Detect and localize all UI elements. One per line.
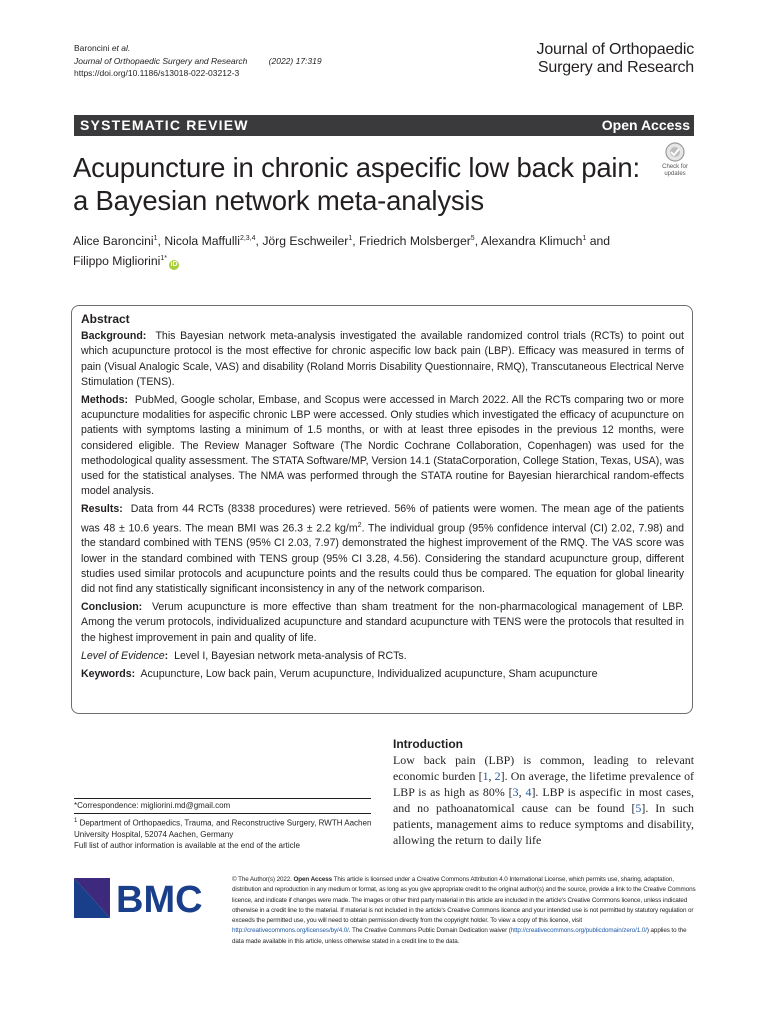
citation-link[interactable]: 3 bbox=[512, 785, 519, 799]
author-separator: , bbox=[474, 234, 481, 249]
header-author: Baroncini bbox=[74, 43, 112, 53]
license-statement bbox=[232, 875, 697, 947]
background-text: This Bayesian network meta-analysis investigated the available randomized control trials (RCTs) to point out which acupuncture protocol is the most effective for chronic aspecific low back pain (LBP). Efficacy was measured in terms of pain (Visual Analogic Scale, VAS) and disability (Roland Morris Disability Questionnaire, RMQ), Transcutaneous Electrical Nerve Stimulation (TENS). bbox=[81, 330, 684, 388]
evidence-text: Level I, Bayesian network meta-analysis of RCTs. bbox=[174, 649, 407, 662]
methods-label: Methods: bbox=[81, 394, 129, 407]
introduction-text bbox=[393, 752, 694, 848]
license-text: This article is licensed under a Creative Commons Attribution 4.0 International License, which permits use, sharing, adaptation, distribution and reproduction in any medium or format, as long as you give appropriate credit to the original author(s) and the source, provide a link to the Creative Commons licence, and indicate if changes were made. The images or other third party material in this article are included in the article's Creative Commons licence, unless indicated otherwise in a credit line to the material. If material is not included in the article's Creative Commons licence and your intended use is not permitted by statutory regulation or exceeds the permitted use, you will need to obtain permission directly from the copyright holder. To view a copy of this licence, visit bbox=[232, 876, 696, 925]
bmc-logo-mark-icon bbox=[74, 872, 209, 924]
abstract-conclusion bbox=[81, 600, 684, 646]
intro-text-run: ]. LBP is aspecific in most cases, and no pathoanatomical cause can be found [ bbox=[393, 785, 695, 815]
methods-text: PubMed, Google scholar, Embase, and Scopus were accessed in March 2022. All the RCTs comparing two or more acupuncture modalities for aspecific chronic LBP were accessed. Only studies which investigated the efficacy of acupuncture on patients with symptoms lasting a minimum of 1.5 months, or with at least three episodes in the previous 12 months, were considered eligible. The Review Manager Software (The Nordic Cochrane Collaboration, Copenhagen) was used for the methodological quality assessment. The STATA Software/MP, Version 14.1 (StataCorporation, College Station, Texas, USA), was used for the statistical analyses. The NMA was performed through the STATA routine for Bayesian hierarchical random-effects model analysis. bbox=[81, 394, 684, 498]
footnote-divider bbox=[74, 813, 371, 814]
results-superscript: 2 bbox=[357, 521, 362, 529]
affiliation-number: 1 bbox=[74, 818, 78, 824]
license-text: © The Author(s) 2022. bbox=[232, 876, 294, 883]
license-url-link[interactable]: http://creativecommons.org/licenses/by/4.0/ bbox=[232, 927, 349, 935]
bmc-logo bbox=[74, 872, 209, 924]
check-updates-line2: updates bbox=[664, 171, 686, 177]
results-text-2: . The individual group (95% confidence interval (CI) 2.02, 7.98) and the standard combined with TENS (95% CI 2.03, 7.97) demonstrated the highest improvement of the RMQ. The VAS score was lower in the standard combined with TENS group (95% CI 3.28, 4.56). Considering the standard acupuncture group, different studies used similar protocols and acupuncture points and the results could thus be compared. The equation for global linearity did not find any statistically significant inconsistency in any of the network comparison. bbox=[81, 522, 685, 595]
author-affiliation: 5 bbox=[470, 235, 475, 242]
intro-text-run: ]. On average, the lifetime prevalence of LBP is as high as 80% [ bbox=[393, 769, 694, 799]
running-header bbox=[74, 42, 322, 80]
author-name[interactable]: Alice Baroncini bbox=[73, 234, 154, 249]
journal-name-line1: Journal of Orthopaedic bbox=[536, 41, 694, 58]
citation-link[interactable]: 2 bbox=[494, 769, 501, 783]
abstract-heading: Abstract bbox=[81, 312, 130, 326]
abstract-content bbox=[81, 312, 684, 685]
orcid-icon[interactable]: iD bbox=[170, 261, 178, 269]
author-name[interactable]: Filippo Migliorini bbox=[73, 254, 161, 269]
bmc-logo-text: BMC bbox=[116, 879, 203, 921]
check-updates-line1: Check for bbox=[662, 164, 688, 170]
affiliation-note bbox=[74, 816, 374, 851]
author-affiliation: 1* bbox=[160, 255, 167, 263]
author-separator: , bbox=[255, 234, 263, 249]
intro-text-run: ]. In such patients, management aims to reduce symptoms and disability, allowing the return to daily life bbox=[393, 801, 694, 847]
author-list bbox=[73, 230, 673, 270]
abstract-results bbox=[81, 502, 684, 597]
author-separator: , bbox=[352, 234, 360, 249]
full-author-info-note: Full list of author information is available at the end of the article bbox=[74, 840, 300, 850]
author-affiliation: 1 bbox=[348, 235, 353, 242]
author-name[interactable]: Friedrich Molsberger bbox=[359, 234, 471, 249]
footnote-divider bbox=[74, 798, 371, 799]
conclusion-label: Conclusion: bbox=[81, 601, 143, 614]
evidence-label: Level of Evidence bbox=[81, 649, 165, 662]
author-affiliation: 1 bbox=[582, 235, 587, 242]
abstract-evidence bbox=[81, 649, 684, 664]
header-doi-link[interactable]: https://doi.org/10.1186/s13018-022-03212-3 bbox=[74, 68, 240, 78]
correspondence-note: *Correspondence: migliorini.md@gmail.com bbox=[74, 801, 231, 810]
citation-link[interactable]: 1 bbox=[482, 769, 489, 783]
check-updates-icon bbox=[662, 142, 688, 164]
journal-name-line2: Surgery and Research bbox=[537, 58, 694, 76]
abstract-background bbox=[81, 329, 684, 390]
article-type-label: SYSTEMATIC REVIEW bbox=[80, 117, 249, 133]
affiliation-text: Department of Orthopaedics, Trauma, and Reconstructive Surgery, RWTH Aachen University Hospital, 52074 Aachen, Germany bbox=[74, 818, 372, 839]
keywords-text: Acupuncture, Low back pain, Verum acupuncture, Individualized acupuncture, Sham acupuncture bbox=[140, 668, 598, 680]
author-separator: , bbox=[157, 234, 165, 249]
article-title: Acupuncture in chronic aspecific low back pain: a Bayesian network meta-analysis bbox=[73, 152, 640, 216]
intro-text-run: Low back pain (LBP) is common, leading to relevant economic burden [ bbox=[393, 753, 694, 783]
public-domain-url-link[interactable]: http://creativecommons.org/publicdomain/zero/1.0/ bbox=[510, 927, 647, 935]
author-name[interactable]: Nicola Maffulli bbox=[164, 234, 240, 249]
results-label: Results: bbox=[81, 503, 123, 516]
check-for-updates-badge[interactable] bbox=[654, 142, 696, 180]
header-volume: (2022) 17:319 bbox=[268, 55, 322, 66]
header-etal: et al. bbox=[111, 43, 131, 53]
intro-text-run: , bbox=[488, 769, 495, 783]
introduction-heading: Introduction bbox=[393, 737, 463, 751]
abstract-keywords bbox=[81, 667, 684, 682]
abstract-methods bbox=[81, 393, 684, 499]
author-affiliation: 1 bbox=[153, 235, 158, 242]
intro-text-run: , bbox=[518, 785, 526, 799]
citation-link[interactable]: 4 bbox=[525, 785, 532, 799]
results-text-1: Data from 44 RCTs (8338 procedures) were retrieved. 56% of patients were women. The mean age of the patients was 48 ± 10.6 years. The mean BMI was 26.3 ± 2.2 kg/m bbox=[81, 503, 684, 535]
license-text: . The Creative Commons Public Domain Dedication waiver ( bbox=[348, 927, 511, 935]
journal-name bbox=[537, 41, 694, 76]
author-affiliation: 2,3,4 bbox=[239, 235, 256, 242]
citation-link[interactable]: 5 bbox=[635, 801, 642, 815]
open-access-label: Open Access bbox=[594, 115, 690, 136]
keywords-label: Keywords: bbox=[81, 668, 136, 680]
header-journal-short: Journal of Orthopaedic Surgery and Research bbox=[74, 55, 248, 66]
evidence-colon: : bbox=[164, 649, 169, 662]
author-name[interactable]: Alexandra Klimuch bbox=[480, 234, 583, 249]
background-label: Background: bbox=[81, 330, 147, 343]
author-name[interactable]: Jörg Eschweiler bbox=[262, 234, 349, 249]
license-open-access: Open Access bbox=[293, 876, 333, 883]
license-text: ) applies to the data made available in this article, unless otherwise stated in a credit line to the data. bbox=[232, 927, 687, 945]
author-separator: and bbox=[586, 234, 611, 249]
conclusion-text: Verum acupuncture is more effective than sham treatment for the non-pharmacological management of LBP. Among the verum protocols, individualized acupuncture and standard acupuncture with TENS were the protocols that resulted in the highest improvement in pain and quality of life. bbox=[81, 601, 684, 644]
